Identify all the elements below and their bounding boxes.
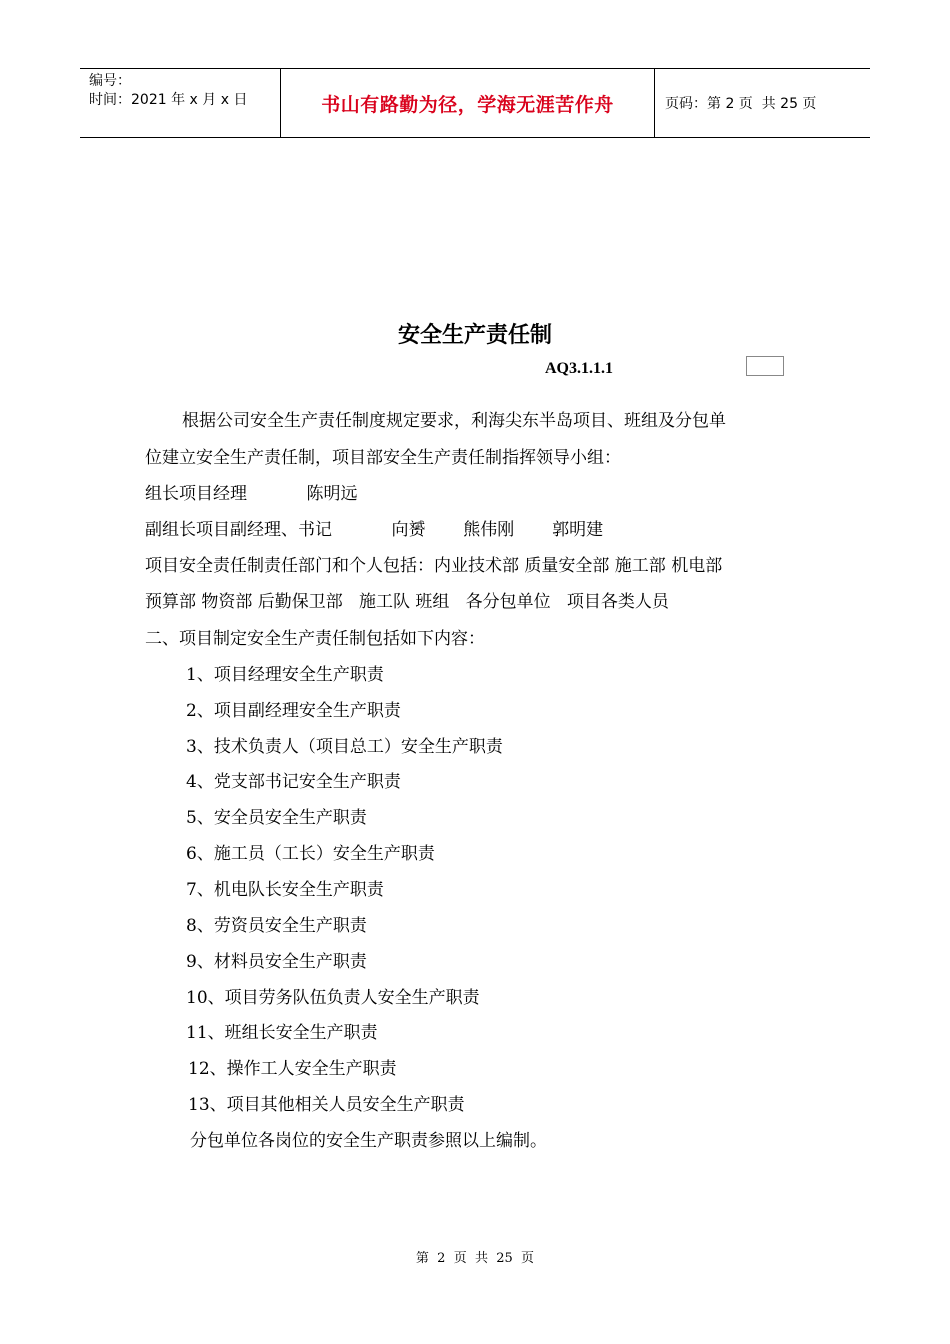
list-item: 3、技术负责人（项目总工）安全生产职责 — [186, 737, 503, 757]
list-item: 4、党支部书记安全生产职责 — [186, 772, 401, 792]
code-box — [746, 356, 784, 376]
header-time-label: 时间：2021 年 x 月 x 日 — [89, 92, 248, 108]
section-two-heading: 二、项目制定安全生产责任制包括如下内容： — [145, 629, 485, 649]
header-motto: 书山有路勤为径，学海无涯苦作舟 — [321, 93, 614, 116]
page-footer: 第 2 页 共 25 页 — [415, 1251, 535, 1266]
departments-line-1: 项目安全责任制责任部门和个人包括：内业技术部 质量安全部 施工部 机电部 — [145, 556, 723, 576]
leader-line: 组长项目经理 陈明远 — [145, 484, 358, 504]
list-item: 6、施工员（工长）安全生产职责 — [186, 844, 435, 864]
header-motto-cell — [281, 69, 655, 137]
closing-line: 分包单位各岗位的安全生产职责参照以上编制。 — [190, 1131, 547, 1151]
list-item: 10、项目劳务队伍负责人安全生产职责 — [186, 988, 480, 1008]
document-header — [80, 68, 870, 138]
list-item: 8、劳资员安全生产职责 — [186, 916, 367, 936]
list-item: 2、项目副经理安全生产职责 — [186, 701, 401, 721]
header-number-label: 编号： — [89, 73, 131, 89]
list-item: 9、材料员安全生产职责 — [186, 952, 367, 972]
intro-paragraph-line-1: 根据公司安全生产责任制度规定要求，利海尖东半岛项目、班组及分包单 — [182, 411, 726, 431]
list-item: 12、操作工人安全生产职责 — [188, 1059, 397, 1079]
list-item: 1、项目经理安全生产职责 — [186, 665, 384, 685]
header-meta — [80, 69, 281, 137]
list-item: 11、班组长安全生产职责 — [186, 1023, 378, 1043]
list-item: 7、机电队长安全生产职责 — [186, 880, 384, 900]
intro-paragraph-line-2: 位建立安全生产责任制，项目部安全生产责任制指挥领导小组： — [145, 448, 621, 468]
deputy-line: 副组长项目副经理、书记 向赟 熊伟刚 郭明建 — [145, 520, 604, 540]
page-title: 安全生产责任制 — [397, 323, 552, 348]
header-page-label: 页码：第 2 页 共 25 页 — [665, 96, 817, 112]
list-item: 5、安全员安全生产职责 — [186, 808, 367, 828]
document-code: AQ3.1.1.1 — [545, 360, 613, 377]
departments-line-2: 预算部 物资部 后勤保卫部 施工队 班组 各分包单位 项目各类人员 — [145, 592, 669, 612]
list-item: 13、项目其他相关人员安全生产职责 — [188, 1095, 465, 1115]
